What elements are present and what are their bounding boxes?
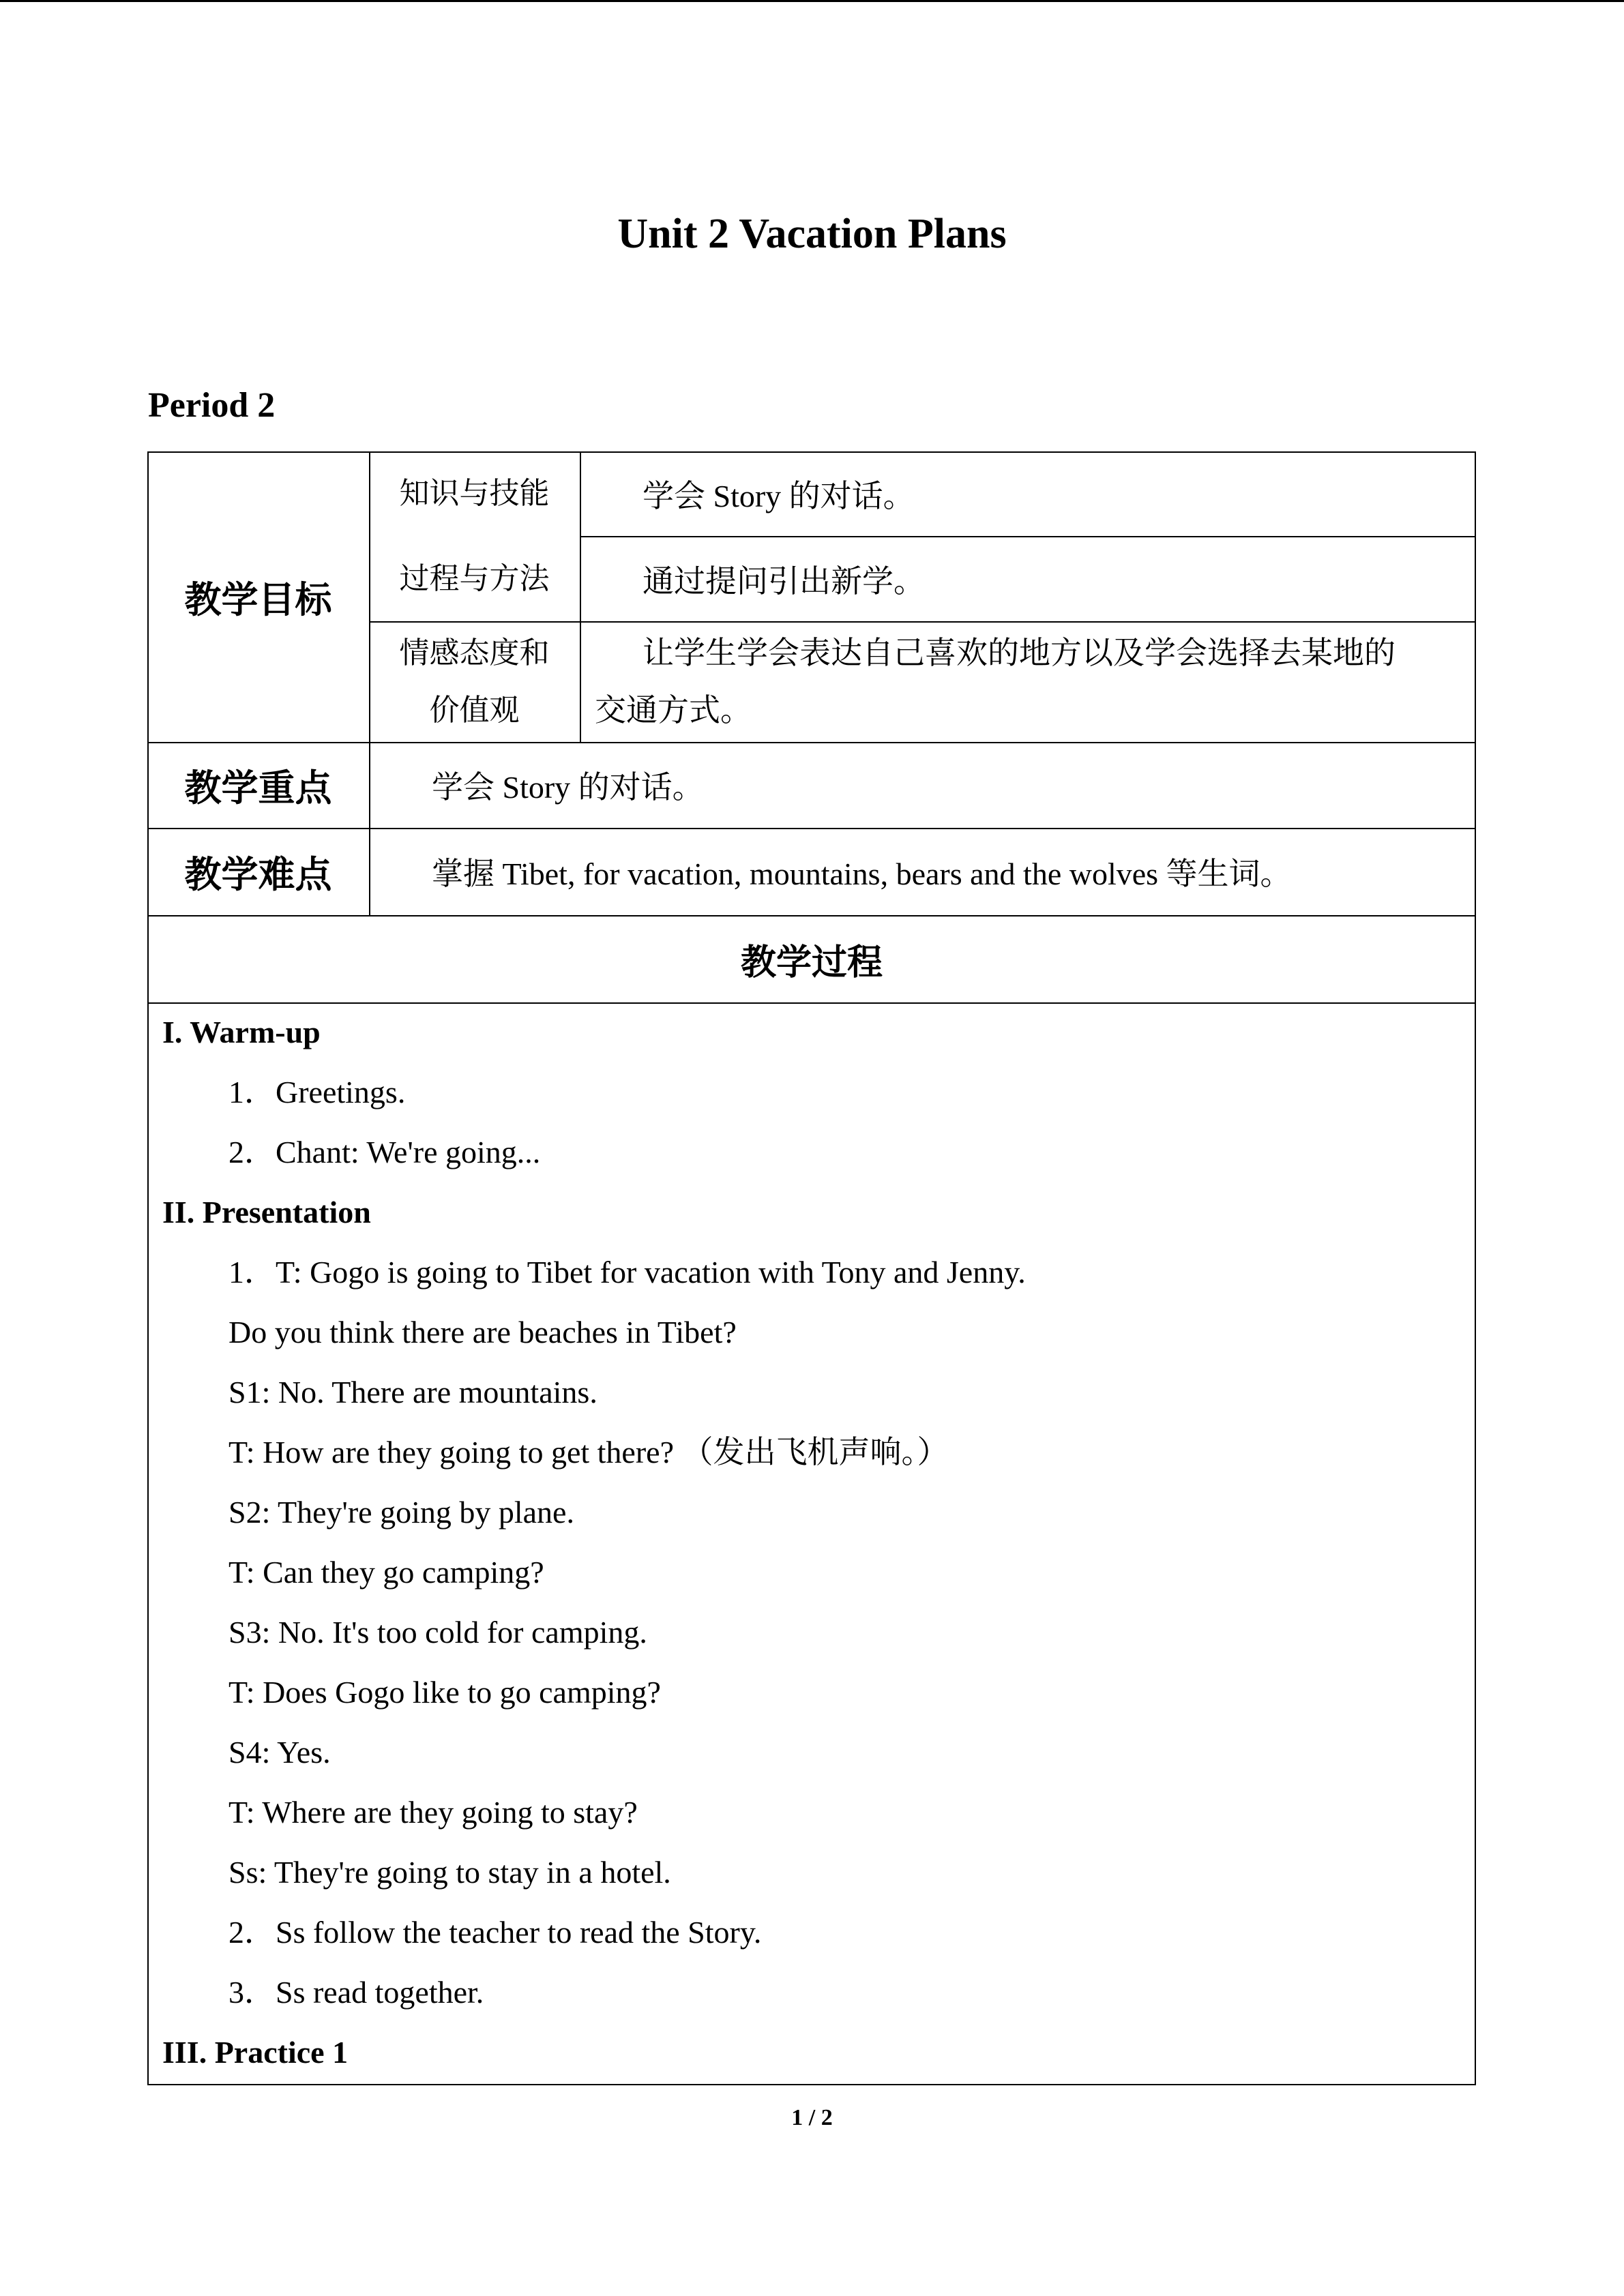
difficulties-label: 教学难点 <box>184 852 332 896</box>
objective-label-attitude-line1: 情感态度和 <box>399 635 550 670</box>
presentation-line: S3: No. It's too cold for camping. <box>228 1615 647 1650</box>
presentation-line: T: Where are they going to stay? <box>228 1795 638 1830</box>
objective-text-attitude <box>581 621 1475 742</box>
process-heading: 教学过程 <box>740 942 883 983</box>
key-points-label: 教学重点 <box>184 766 332 809</box>
objective-label-process: 过程与方法 <box>399 561 550 596</box>
difficulties-text: 掌握 Tibet, for vacation, mountains, bears and the wolves 等生词。 <box>432 856 1292 891</box>
objective-text-attitude-line1: 让学生学会表达自己喜欢的地方以及学会选择去某地的 <box>643 635 1396 670</box>
presentation-line: S1: No. There are mountains. <box>228 1375 597 1410</box>
presentation-line: Do you think there are beaches in Tibet? <box>228 1315 737 1350</box>
presentation-line: T: Does Gogo like to go camping? <box>228 1675 661 1710</box>
presentation-line: T: How are they going to get there? （发出飞机声响。） <box>228 1435 949 1470</box>
practice-heading: III. Practice 1 <box>162 2035 349 2070</box>
objective-text-process: 通过提问引出新学。 <box>643 563 925 599</box>
objective-label-knowledge: 知识与技能 <box>399 476 550 511</box>
page-number: 1 / 2 <box>791 2105 833 2130</box>
objective-text-knowledge: 学会 Story 的对话。 <box>643 479 915 513</box>
presentation-line: S2: They're going by plane. <box>228 1495 574 1530</box>
objective-text-attitude-line2: 交通方式。 <box>595 692 752 728</box>
presentation-line: 1．T: Gogo is going to Tibet for vacation with Tony and Jenny. <box>228 1255 1026 1289</box>
page-top-border <box>0 0 1624 2</box>
period-heading: Period 2 <box>148 386 276 425</box>
warmup-item: 1．Greetings. <box>228 1075 406 1109</box>
warmup-item: 2．Chant: We're going... <box>228 1135 541 1169</box>
key-points-text: 学会 Story 的对话。 <box>432 770 704 805</box>
objectives-label: 教学目标 <box>184 578 332 621</box>
presentation-line: 2．Ss follow the teacher to read the Story. <box>228 1915 762 1950</box>
presentation-line: Ss: They're going to stay in a hotel. <box>228 1855 671 1890</box>
objective-label-attitude-line2: 价值观 <box>429 692 520 728</box>
presentation-line: 3．Ss read together. <box>228 1975 484 2010</box>
objective-label-attitude <box>369 621 580 742</box>
process-body <box>162 1002 1458 2083</box>
presentation-heading: II. Presentation <box>162 1195 371 1229</box>
document-title: Unit 2 Vacation Plans <box>617 211 1007 257</box>
warmup-heading: I. Warm-up <box>162 1015 321 1049</box>
presentation-line: T: Can they go camping? <box>228 1555 544 1590</box>
presentation-line: S4: Yes. <box>228 1735 331 1770</box>
